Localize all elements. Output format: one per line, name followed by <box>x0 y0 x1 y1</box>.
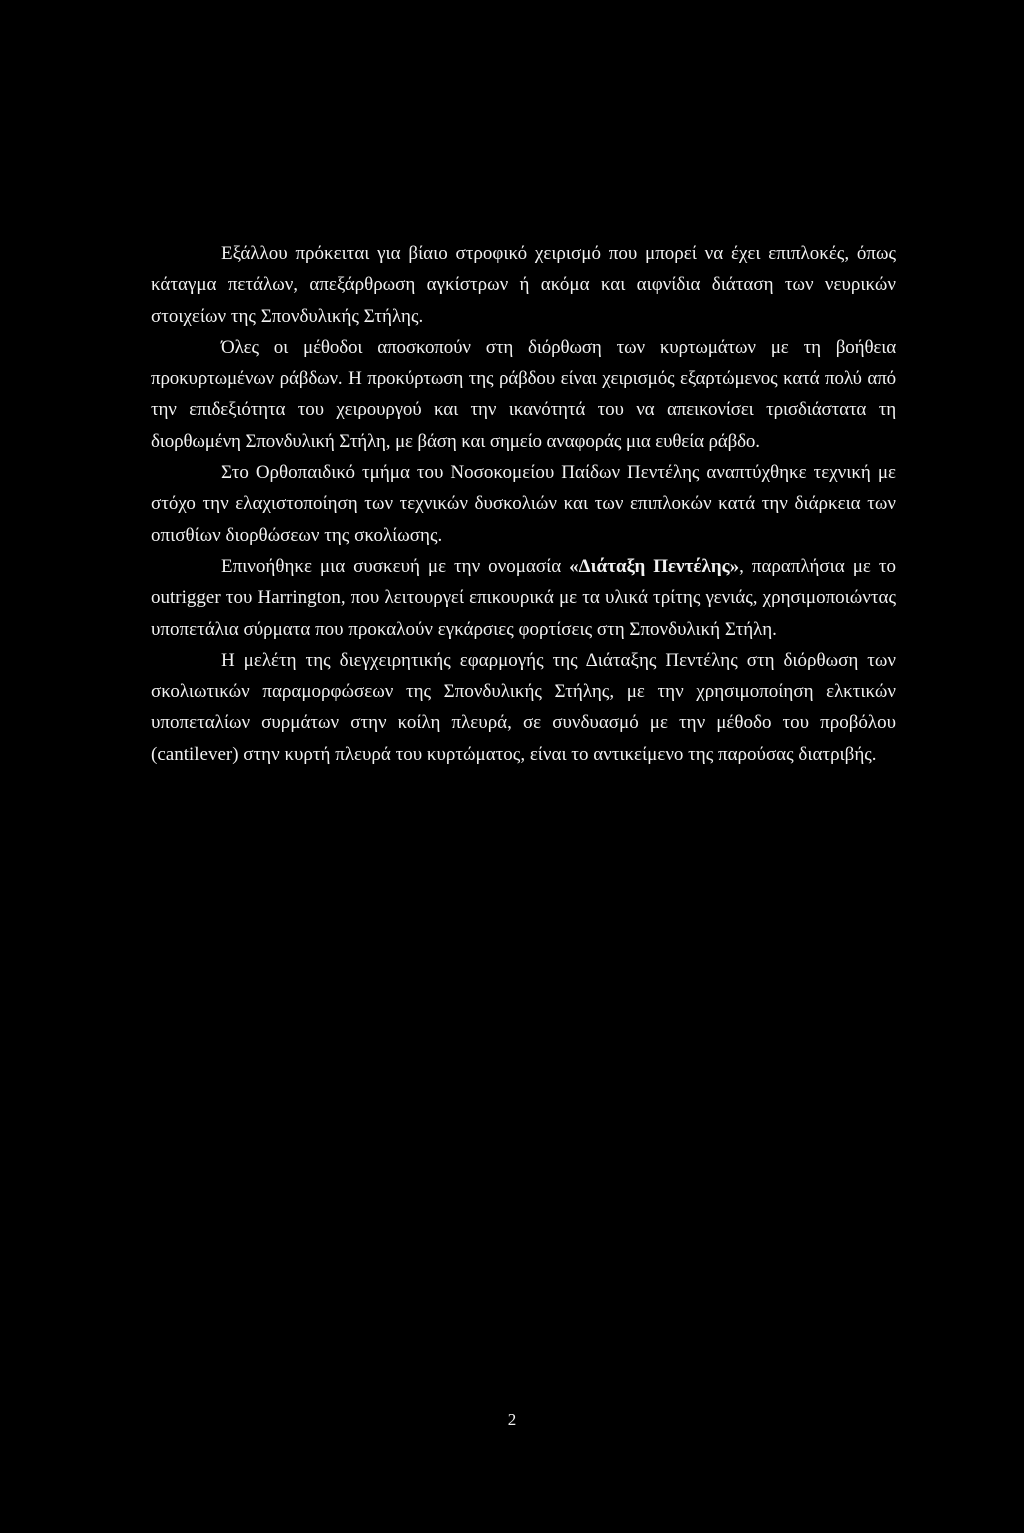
paragraph-penteli-device <box>151 551 896 645</box>
paragraph-thesis-subject: Η μελέτη της διεγχειρητικής εφαρμογής της Διάταξης Πεντέλης στη διόρθωση των σκολιωτικών παραμορφώσεων της Σπονδυλικής Στήλης, με την χρησιμοποίηση ελκτικών υποπεταλίων συρμάτων στην κοίλη πλευρά, σε συνδυασμό με την μέθοδο του προβόλου (cantilever) στην κυρτή πλευρά του κυρτώματος, είναι το αντικείμενο της παρούσας διατριβής. <box>151 649 896 765</box>
document-body <box>151 238 896 770</box>
paragraph-complications: Εξάλλου πρόκειται για βίαιο στροφικό χειρισμό που μπορεί να έχει επιπλοκές, όπως κάταγμα πετάλων, απεξάρθρωση αγκίστρων ή ακόμα και αιφνίδια διάταση των νευρικών στοιχείων της Σπονδυλικής Στήλης. <box>151 243 896 327</box>
page-number: 2 <box>507 1410 517 1429</box>
paragraph-penteli-technique: Στο Ορθοπαιδικό τμήμα του Νοσοκομείου Παίδων Πεντέλης αναπτύχθηκε τεχνική με στόχο την ελαχιστοποίηση των τεχνικών δυσκολιών και των επιπλοκών κατά την διάρκεια των οπισθίων διορθώσεων της σκολίωσης. <box>151 462 896 546</box>
device-intro-text: Επινοήθηκε μια συσκευή με την ονομασία <box>221 555 570 577</box>
paragraph-prebent-rods: Όλες οι μέθοδοι αποσκοπούν στη διόρθωση των κυρτωμάτων με τη βοήθεια προκυρτωμένων ράβδων. Η προκύρτωση της ράβδου είναι χειρισμός εξαρτώμενος κατά πολύ από την επιδεξιότητα του χειρουργού και την ικανότητά του να απεικονίσει τρισδιάστατα τη διορθωμένη Σπονδυλική Στήλη, με βάση και σημείο αναφοράς μια ευθεία ράβδο. <box>151 336 896 452</box>
device-name: «Διάταξη Πεντέλης» <box>569 555 740 577</box>
device-description-text: , παραπλήσια με το outrigger του Harrington, που λειτουργεί επικουρικά με τα υλικά τρίτης γενιάς, χρησιμοποιώντας υποπετάλια σύρματα που προκαλούν εγκάρσιες φορτίσεις στη Σπονδυλική Στήλη. <box>151 555 896 640</box>
